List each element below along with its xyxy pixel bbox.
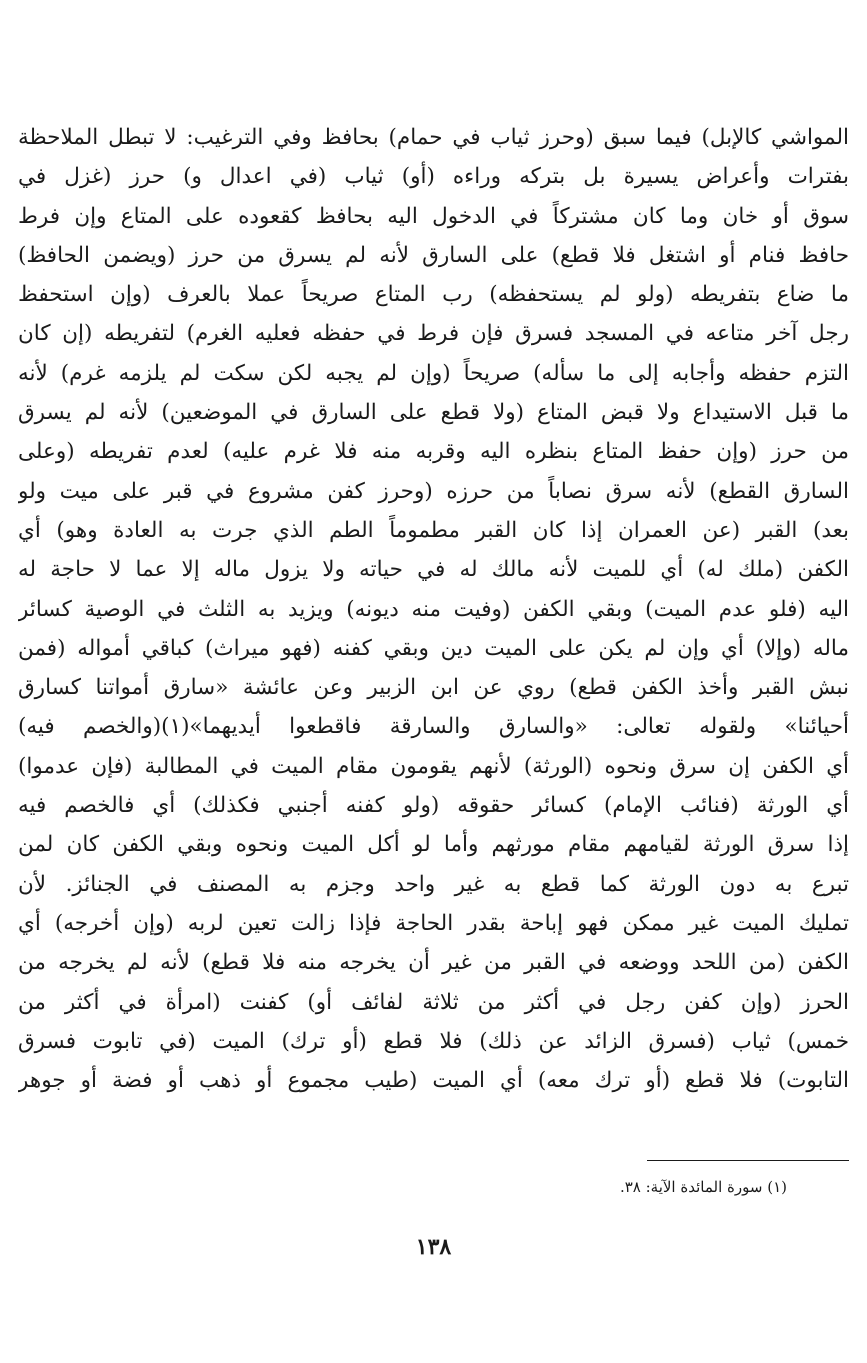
text-line: أي الكفن إن سرق ونحوه (الورثة) لأنهم يقومون مقام الميت في المطالبة (فإن عدموا) <box>18 753 849 779</box>
text-line: السارق القطع) لأنه سرق نصاباً من حرزه (وحرز كفن مشروع في قبر على ميت ولو <box>18 478 849 504</box>
text-line: خمس) ثياب (فسرق الزائد عن ذلك) فلا قطع (أو ترك) الميت (في تابوت فسرق <box>18 1028 849 1054</box>
page-number: ١٣٨ <box>415 1234 452 1260</box>
body-text <box>18 118 849 1100</box>
text-line: الحرز (وإن كفن رجل في أكثر من ثلاثة لفائف أو) كفنت (امرأة في أكثر من <box>18 989 849 1015</box>
text-line: سوق أو خان وما كان مشتركاً في الدخول اليه بحافظ كقعوده على المتاع وإن فرط <box>18 203 849 229</box>
text-line: أحيائنا» ولقوله تعالى: «والسارق والسارقة فاقطعوا أيديهما»(١)(والخصم فيه) <box>18 714 849 740</box>
text-line: المواشي كالإبل) فيما سبق (وحرز ثياب في حمام) بحافظ وفي الترغيب: لا تبطل الملاحظة <box>18 125 849 150</box>
text-line: تبرع به دون الورثة كما قطع به غير واحد وجزم به المصنف في الجنائز. لأن <box>18 871 849 897</box>
text-line: اليه (فلو عدم الميت) وبقي الكفن (وفيت منه ديونه) ويزيد به الثلث في الوصية كسائر <box>18 596 849 622</box>
text-line: تمليك الميت غير ممكن فهو إباحة بقدر الحاجة فإذا زالت تعين لربه (وإن أخرجه) أي <box>18 910 849 936</box>
text-line: بعد) القبر (عن العمران إذا كان القبر مطموماً الطم الذي جرت به العادة وهو) أي <box>18 517 849 543</box>
footnote-divider <box>647 1160 849 1161</box>
text-line: التابوت) فلا قطع (أو ترك معه) أي الميت (طيب مجموع أو ذهب أو فضة أو جوهر <box>18 1068 849 1094</box>
text-line: حافظ فنام أو اشتغل فلا قطع) على السارق لأنه لم يسرق من حرز (ويضمن الحافظ) <box>18 242 849 268</box>
text-line: ماله (وإلا) أي وإن لم يكن على الميت دين وبقي كفنه (فهو ميراث) كباقي أمواله (فمن <box>18 635 849 661</box>
text-line: الكفن (ملك له) أي للميت لأنه مالك له في حياته ولا يزول ماله إلا عما لا حاجة له <box>18 557 849 583</box>
text-line: رجل آخر متاعه في المسجد فسرق فإن فرط في حفظه فعليه الغرم) لتفريطه (إن كان <box>18 321 849 347</box>
footnote: (١) سورة المائدة الآية: ٣٨. <box>619 1178 787 1196</box>
text-line: الكفن (من اللحد ووضعه في القبر من غير أن يخرجه منه فلا قطع) لأنه لم يخرجه من <box>18 950 849 976</box>
text-line: نبش القبر وأخذ الكفن قطع) روي عن ابن الزبير وعن عائشة «سارق أمواتنا كسارق <box>18 675 849 701</box>
text-line: إذا سرق الورثة لقيامهم مقام مورثهم وأما لو أكل الميت ونحوه وبقي الكفن كان لمن <box>18 832 849 858</box>
text-line: بفترات وأعراض يسيرة بل بتركه وراءه (أو) ثياب (في اعدال و) حرز (غزل في <box>18 164 849 190</box>
text-line: ما ضاع بتفريطه (ولو لم يستحفظه) رب المتاع صريحاً عملا بالعرف (وإن استحفظ <box>18 282 849 308</box>
text-line: من حرز (وإن حفظ المتاع بنظره اليه وقربه منه فلا غرم عليه) لعدم تفريطه (وعلى <box>18 439 849 465</box>
text-line: ما قبل الاستيداع ولا قبض المتاع (ولا قطع على السارق في الموضعين) لأنه لم يسرق <box>18 400 849 426</box>
text-line: التزم حفظه وأجابه إلى ما سأله) صريحاً (وإن لم يجبه لكن سكت لم يلزمه غرم) لأنه <box>18 360 849 386</box>
text-line: أي الورثة (فنائب الإمام) كسائر حقوقه (ولو كفنه أجنبي فكذلك) أي فالخصم فيه <box>18 793 849 819</box>
